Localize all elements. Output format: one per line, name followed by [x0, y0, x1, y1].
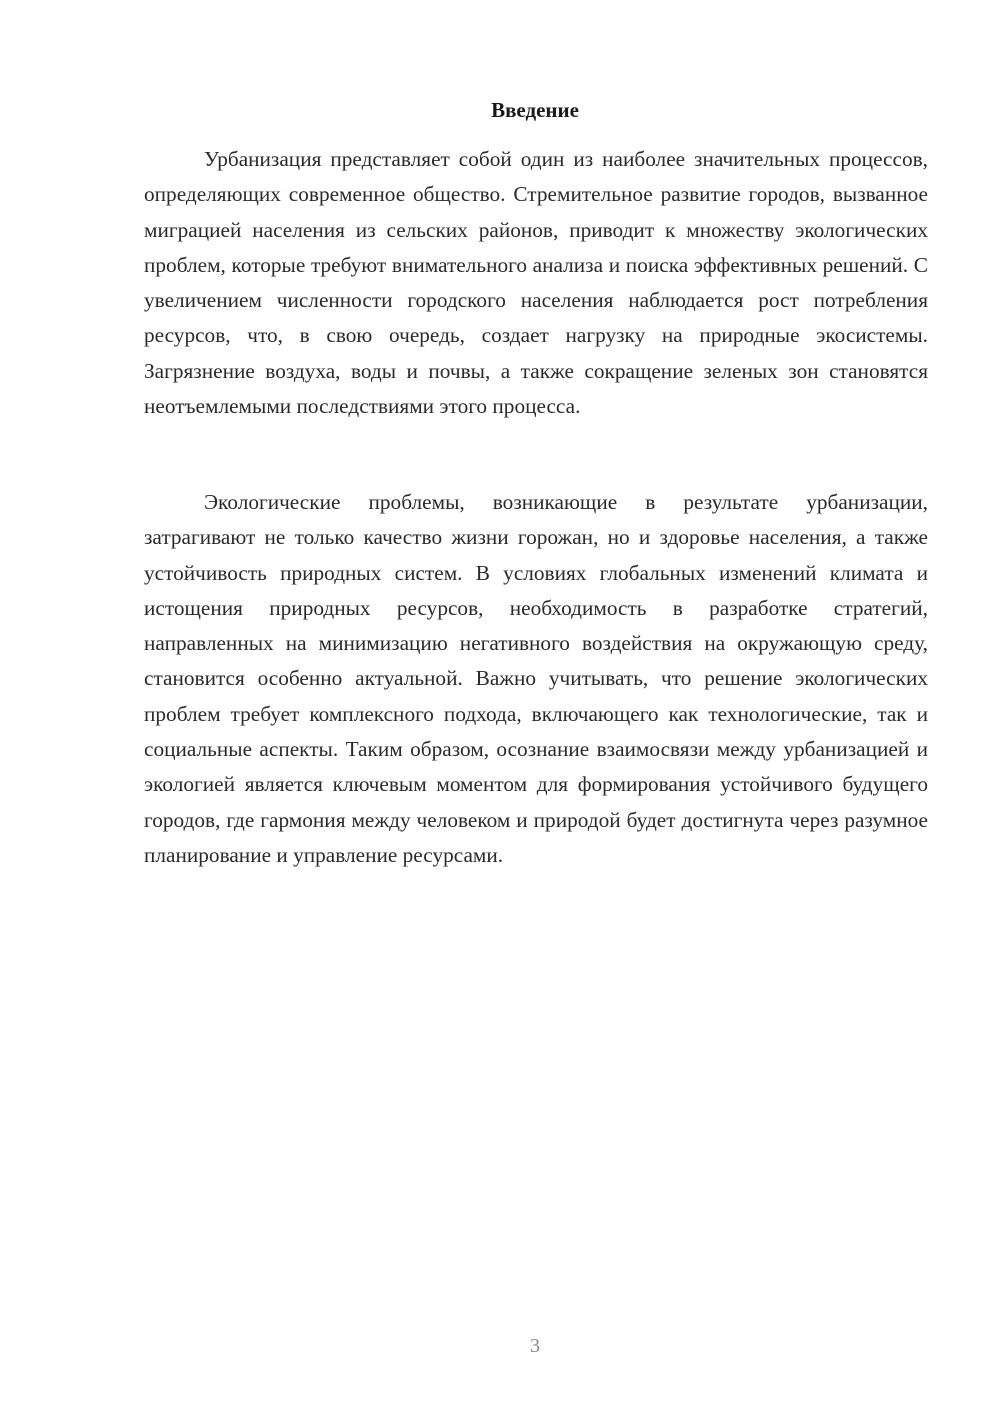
section-title: Введение — [491, 98, 579, 122]
paragraph-2: Экологические проблемы, возникающие в результате урбанизации, затрагивают не только качество жизни горожан, но и здоровье населения, а также устойчивость природных систем. В условиях глобальных изменений климата и истощения природных ресурсов, необходимость в разработке стратегий, направленных на минимизацию негативного воздействия на окружающую среду, становится особенно актуальной. Важно учитывать, что решение экологических проблем требует комплексного подхода, включающего как технологические, так и социальные аспекты. Таким образом, осознание взаимосвязи между урбанизацией и экологией является ключевым моментом для формирования устойчивого будущего городов, где гармония между человеком и природой будет достигнута через разумное планирование и управление ресурсами. — [144, 490, 928, 867]
page-number: 3 — [530, 1335, 540, 1357]
paragraph-1: Урбанизация представляет собой один из наиболее значительных процессов, определяющих современное общество. Стремительное развитие городов, вызванное миграцией населения из сельских районов, приводит к множеству экологических проблем, которые требуют внимательного анализа и поиска эффективных решений. С увеличением численности городского населения наблюдается рост потребления ресурсов, что, в свою очередь, создает нагрузку на природные экосистемы. Загрязнение воздуха, воды и почвы, а также сокращение зеленых зон становятся неотъемлемыми последствиями этого процесса. — [144, 147, 928, 419]
